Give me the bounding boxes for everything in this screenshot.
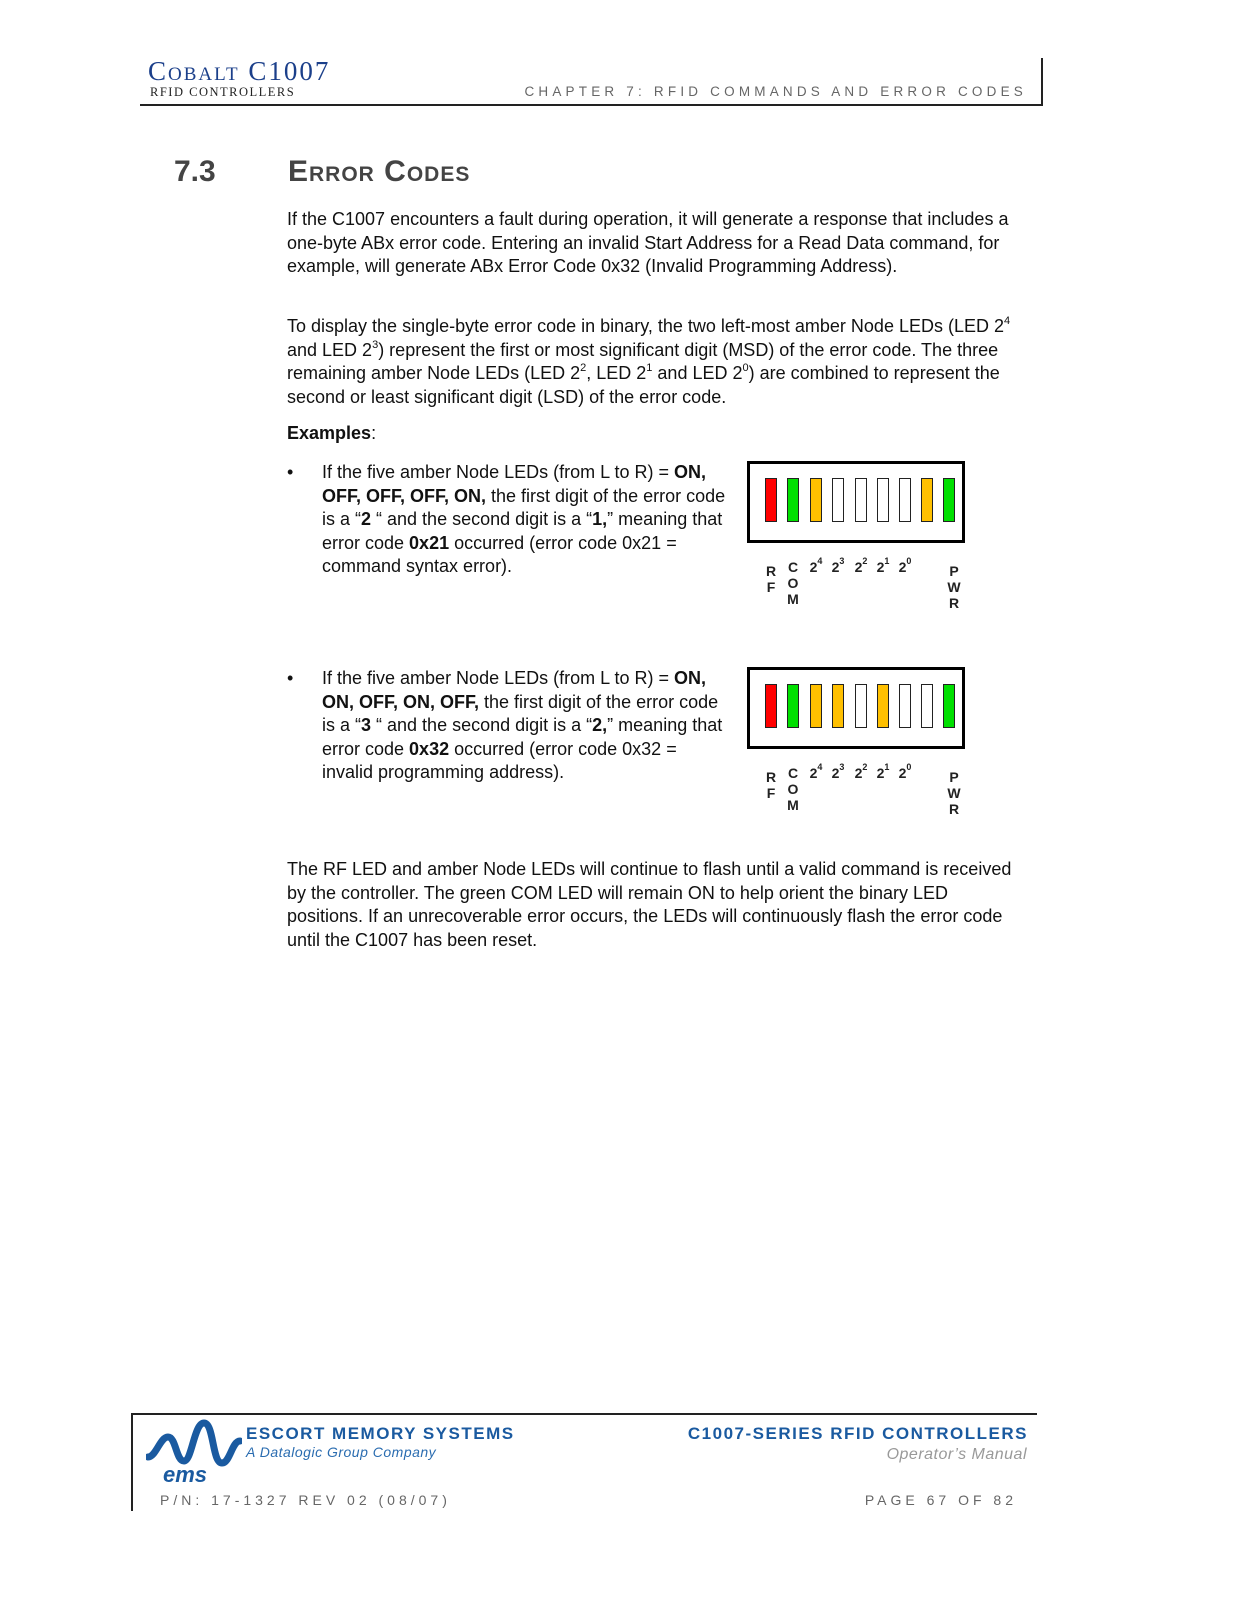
led-green xyxy=(787,684,799,728)
led-label-com: C O M xyxy=(787,559,799,607)
led-label-pwr: P W R xyxy=(947,563,961,611)
led-label-bit: $2^4$ xyxy=(809,556,823,575)
led-off xyxy=(855,478,867,522)
led-label-rf: R F xyxy=(765,769,777,801)
led-off xyxy=(877,478,889,522)
bullet-marker: • xyxy=(287,668,294,688)
led-amber xyxy=(810,478,822,522)
section-title: Error Codes xyxy=(288,155,471,188)
footer-page-number: PAGE 67 OF 82 xyxy=(864,1492,1017,1508)
led-label-bit: $2^3$ xyxy=(831,762,845,781)
led-label-bit: $2^4$ xyxy=(809,762,823,781)
closing-paragraph: The RF LED and amber Node LEDs will continue to flash until a valid command is received by the controller. The green COM LED will remain ON to help orient the binary LED positions. If an unrecoverable error occurs, the LEDs will continuously flash the error code until the C1007 has been reset. xyxy=(287,859,1012,950)
led-label-bit: $2^0$ xyxy=(898,762,912,781)
led-red xyxy=(765,478,777,522)
led-off xyxy=(855,684,867,728)
footer-rule xyxy=(132,1413,1037,1415)
footer-vertical-rule xyxy=(131,1413,133,1511)
led-label-bit: $2^2$ xyxy=(854,762,868,781)
footer-company-tagline: A Datalogic Group Company xyxy=(246,1444,437,1460)
led-green xyxy=(787,478,799,522)
led-red xyxy=(765,684,777,728)
header-vertical-rule xyxy=(1041,58,1043,106)
led-label-bit: $2^3$ xyxy=(831,556,845,575)
footer-product-title: C1007-SERIES RFID CONTROLLERS xyxy=(687,1424,1028,1443)
led-label-bit: $2^1$ xyxy=(876,556,890,575)
examples-label: Examples: xyxy=(287,423,377,443)
led-off xyxy=(832,478,844,522)
footer-part-number: P/N: 17-1327 REV 02 (08/07) xyxy=(160,1492,451,1508)
led-label-com: C O M xyxy=(787,765,799,813)
section-number: 7.3 xyxy=(174,155,216,188)
led-amber xyxy=(810,684,822,728)
led-off xyxy=(899,684,911,728)
led-green xyxy=(943,478,955,522)
led-label-pwr: P W R xyxy=(947,769,961,817)
example-1-text: If the five amber Node LEDs (from L to R) = ON, OFF, OFF, OFF, ON, the first digit of the error code is a “2 “ and the second digit is a “1,” meaning that error code 0x21 occurred (error code 0x21 = command syntax error). xyxy=(322,462,726,576)
led-panel-example-1 xyxy=(747,461,965,543)
footer-logo-text: ems xyxy=(163,1462,208,1487)
led-label-bit: $2^2$ xyxy=(854,556,868,575)
led-label-bit: $2^0$ xyxy=(898,556,912,575)
led-green xyxy=(943,684,955,728)
led-amber xyxy=(877,684,889,728)
header-logo-subtitle: RFID CONTROLLERS xyxy=(150,85,296,99)
led-off xyxy=(921,684,933,728)
binary-display-paragraph: To display the single-byte error code in binary, the two left-most amber Node LEDs (LED $2^4$ and LED $2^3$) represent the first or most significant digit (MSD) of the error code. The three remaining amber Node LEDs (LED $2^2$, LED $2^1$ and LED $2^0$) are combined to represent the second or least significant digit (LSD) of the error code. xyxy=(287,315,1011,407)
header-rule xyxy=(140,104,1043,106)
footer-manual-title: Operator’s Manual xyxy=(886,1446,1027,1463)
led-amber xyxy=(832,684,844,728)
led-panel-example-2 xyxy=(747,667,965,749)
example-2-text: If the five amber Node LEDs (from L to R) = ON, ON, OFF, ON, OFF, the first digit of the error code is a “3 “ and the second digit is a “2,” meaning that error code 0x32 occurred (error code 0x32 = invalid programming address). xyxy=(322,668,723,782)
footer-company-name: ESCORT MEMORY SYSTEMS xyxy=(246,1424,515,1443)
header-logo-title: Cobalt C1007 xyxy=(148,56,331,86)
bullet-marker: • xyxy=(287,462,294,482)
ems-wave-logo-icon xyxy=(146,1417,242,1467)
header-chapter-title: CHAPTER 7: RFID COMMANDS AND ERROR CODES xyxy=(524,84,1027,99)
led-amber xyxy=(921,478,933,522)
led-label-rf: R F xyxy=(765,563,777,595)
led-label-bit: $2^1$ xyxy=(876,762,890,781)
led-off xyxy=(899,478,911,522)
intro-paragraph: If the C1007 encounters a fault during operation, it will generate a response that includes a one-byte ABx error code. Entering an invalid Start Address for a Read Data command, for example, will generate ABx Error Code 0x32 (Invalid Programming Address). xyxy=(287,209,1009,276)
